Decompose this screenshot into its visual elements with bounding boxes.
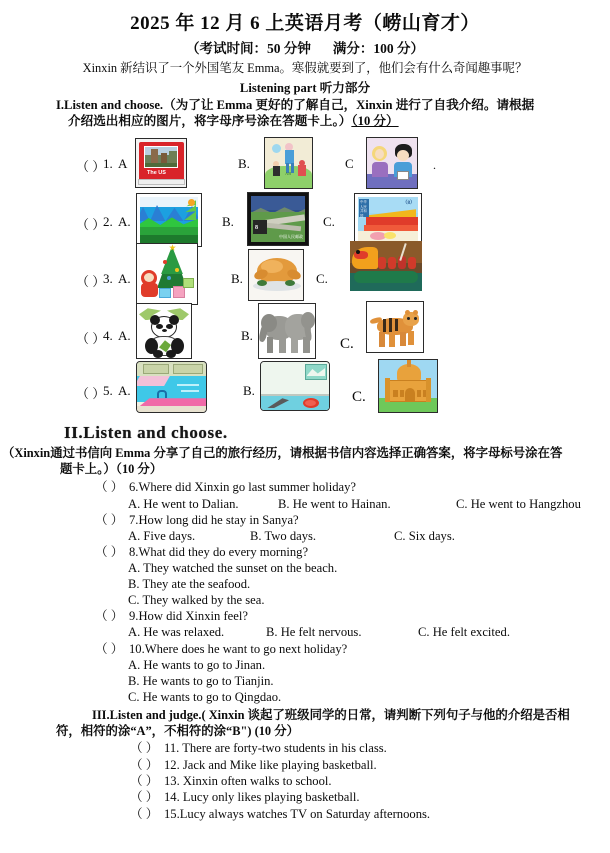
- judge-item-13: [0, 773, 610, 789]
- answer-bracket[interactable]: （ ）: [95, 544, 124, 559]
- option-image-ping-pong-table[interactable]: [260, 361, 330, 411]
- option-a[interactable]: A. He was relaxed.: [128, 625, 225, 640]
- option-label-a: A.: [118, 383, 131, 399]
- option-b[interactable]: B. They ate the seafood.: [128, 577, 251, 592]
- answer-bracket[interactable]: （ ）: [130, 790, 159, 805]
- question-stem: 6.Where did Xinxin go last summer holiday?: [129, 480, 356, 495]
- question-9-options: [0, 624, 610, 640]
- option-image-swimming-pool[interactable]: [136, 361, 207, 413]
- option-label-c: C: [345, 156, 354, 172]
- answer-bracket[interactable]: （ ）: [95, 609, 124, 624]
- answer-bracket[interactable]: （ ）: [95, 480, 124, 495]
- question-8: [0, 544, 610, 560]
- judge-item-11: [0, 740, 610, 756]
- question-7-options: [0, 528, 610, 544]
- section2-questions: [0, 479, 610, 705]
- exam-paper-page: [0, 8, 610, 853]
- picture-question-row: [0, 306, 610, 361]
- question-number: 1.: [103, 156, 113, 172]
- page-title: 2025 年 12 月 6 上英语月考（崂山育才）: [130, 13, 480, 34]
- option-label-b: B.: [231, 271, 243, 287]
- option-c-trailing-dot: .: [433, 158, 436, 173]
- option-image-two-kids-at-desk[interactable]: [366, 137, 418, 189]
- picture-question-row: [0, 134, 610, 192]
- option-c[interactable]: C. He felt excited.: [418, 625, 510, 640]
- question-stem: 10.Where does he want to go next holiday?: [129, 641, 348, 656]
- option-image-elephants[interactable]: [258, 303, 316, 359]
- judge-item-14: [0, 789, 610, 805]
- picture-question-row: [0, 249, 610, 306]
- option-label-a: A.: [118, 328, 131, 344]
- option-image-tiger[interactable]: [366, 301, 424, 353]
- option-a[interactable]: A. They watched the sunset on the beach.: [128, 561, 338, 576]
- question-stem: 8.What did they do every morning?: [129, 544, 309, 559]
- section2-instruction: [0, 445, 610, 477]
- answer-bracket[interactable]: （ ）: [76, 274, 106, 290]
- option-c[interactable]: C. Six days.: [394, 528, 455, 543]
- section3-instruction: [0, 705, 610, 739]
- question-number: 3.: [103, 271, 113, 287]
- exam-time: （考试时间：50 分钟: [186, 41, 311, 56]
- section3-instruction-line2: 符，相符的涂“A”，不相符的涂“B") (10 分）: [56, 724, 299, 739]
- picture-question-row: [0, 361, 610, 417]
- question-number: 2.: [103, 214, 113, 230]
- answer-bracket[interactable]: （ ）: [76, 386, 106, 402]
- option-image-stamp-mountains[interactable]: [136, 193, 202, 247]
- picture-question-row: [0, 192, 610, 249]
- option-image-stamp-tiananmen[interactable]: 中华 人民 共和 国 （8）: [354, 193, 422, 245]
- judge-text: 15.Lucy always watches TV on Saturday afternoons.: [164, 806, 431, 821]
- question-10: [0, 641, 610, 657]
- option-label-a: A.: [118, 271, 131, 287]
- option-image-stamp-great-wall[interactable]: 8 中国人民邮政: [247, 192, 309, 246]
- section2-heading: II.Listen and choose.: [64, 423, 228, 443]
- answer-bracket[interactable]: （ ）: [130, 741, 159, 756]
- judge-item-12: [0, 757, 610, 773]
- option-label-b: B.: [243, 383, 255, 399]
- option-c[interactable]: C. He went to Hangzhou: [456, 496, 581, 511]
- section2-instruction-line2: 题卡上。）（10 分）: [60, 462, 163, 477]
- option-image-dragon-boat-race[interactable]: [350, 241, 422, 291]
- option-image-christmas-tree-santa[interactable]: [136, 243, 198, 305]
- option-label-b: B.: [222, 214, 234, 230]
- question-6-options: [0, 496, 610, 512]
- option-b[interactable]: B. He wants to go to Tianjin.: [128, 673, 274, 688]
- option-a[interactable]: A. He wants to go to Jinan.: [128, 657, 266, 672]
- section1-instruction-line2: 介绍选出相应的图片，将字母序号涂在答题卡上。）: [68, 114, 352, 129]
- option-c[interactable]: C. They walked by the sea.: [128, 593, 265, 608]
- answer-bracket[interactable]: （ ）: [130, 757, 159, 772]
- option-label-b: B.: [241, 328, 253, 344]
- option-label-a: A.: [118, 214, 131, 230]
- question-stem: 7.How long did he stay in Sanya?: [129, 512, 299, 527]
- option-b[interactable]: B. Two days.: [250, 528, 317, 543]
- answer-bracket[interactable]: （ ）: [95, 512, 124, 527]
- option-label-a: A: [118, 156, 128, 172]
- answer-bracket[interactable]: （ ）: [130, 773, 159, 788]
- option-b[interactable]: B. He felt nervous.: [266, 625, 362, 640]
- option-label-c: C.: [340, 336, 354, 353]
- judge-text: 11. There are forty-two students in his class.: [164, 741, 387, 756]
- option-image-roast-turkey[interactable]: [248, 249, 304, 301]
- option-image-panda[interactable]: [136, 303, 192, 359]
- answer-bracket[interactable]: （ ）: [95, 641, 124, 656]
- question-6: [0, 479, 610, 495]
- question-stem: 9.How did Xinxin feel?: [129, 609, 248, 624]
- full-score: 满分：100 分）: [332, 41, 424, 56]
- option-c[interactable]: C. He wants to go to Qingdao.: [128, 689, 282, 704]
- section3-instruction-line1: III.Listen and judge.( Xinxin 谈起了班级同学的日常，请判断下列句子与他的介绍是否相: [92, 708, 570, 722]
- section3-items: [0, 740, 610, 822]
- option-label-c: C.: [316, 271, 328, 287]
- judge-text: 12. Jack and Mike like playing basketball.: [164, 757, 377, 772]
- section1-instruction-line1: I.Listen and choose.（为了让 Emma 更好的了解自己，Xinxin 进行了自我介绍。请根据: [56, 98, 535, 112]
- option-label-c: C.: [323, 214, 335, 230]
- option-a[interactable]: A. He went to Dalian.: [128, 496, 239, 511]
- listening-part-heading: Listening part 听力部分: [239, 81, 371, 95]
- question-number: 5.: [103, 383, 113, 399]
- answer-bracket[interactable]: （ ）: [76, 331, 106, 347]
- option-image-book-the-us[interactable]: The US: [135, 138, 187, 188]
- answer-bracket[interactable]: （ ）: [76, 159, 106, 175]
- exam-meta: [0, 37, 610, 57]
- section1-instruction: [0, 97, 610, 129]
- answer-bracket[interactable]: （ ）: [76, 217, 106, 233]
- option-label-b: B.: [238, 156, 250, 172]
- question-7: [0, 512, 610, 528]
- question-number: 4.: [103, 328, 113, 344]
- option-image-domed-building[interactable]: [378, 359, 438, 413]
- question-9: [0, 608, 610, 624]
- judge-item-15: [0, 806, 610, 822]
- section2-instruction-line1: （Xinxin通过书信向 Emma 分享了自己的旅行经历，请根据书信内容选择正确答案，将字母标号涂在答: [2, 446, 563, 461]
- option-a[interactable]: A. Five days.: [128, 528, 196, 543]
- option-image-children-playing-balloon[interactable]: AB: [264, 137, 313, 189]
- section1-picture-questions: [0, 134, 610, 417]
- option-label-c: C.: [352, 389, 366, 406]
- section1-score: （10 分）: [351, 114, 399, 129]
- judge-text: 13. Xinxin often walks to school.: [164, 773, 332, 788]
- judge-text: 14. Lucy only likes playing basketball.: [164, 790, 360, 805]
- answer-bracket[interactable]: （ ）: [130, 806, 159, 821]
- option-b[interactable]: B. He went to Hainan.: [278, 496, 391, 511]
- intro-text: Xinxin 新结识了一个外国笔友 Emma。寒假就要到了，他们会有什么奇闻趣事呢？: [82, 61, 528, 75]
